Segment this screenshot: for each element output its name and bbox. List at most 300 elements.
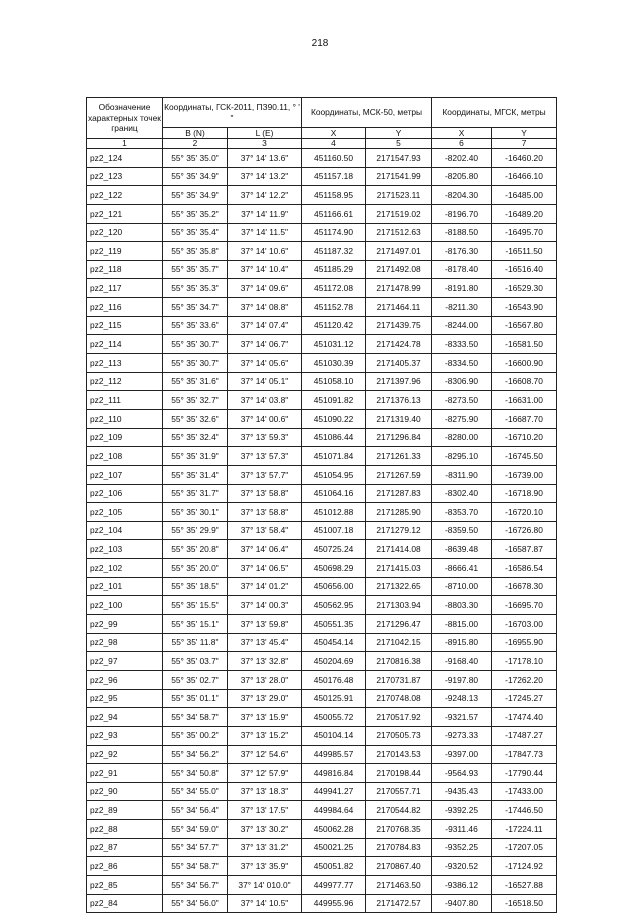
msk-x-cell: 451160.50 xyxy=(302,149,366,168)
msk-x-cell: 451152.78 xyxy=(302,298,366,317)
msk-x-cell: 450204.69 xyxy=(302,652,366,671)
mgsk-y-cell: -16529.30 xyxy=(492,279,557,298)
table-row xyxy=(87,708,557,727)
point-id-cell: pz2_111 xyxy=(87,391,163,410)
latitude-cell: 55° 35' 30.7" xyxy=(163,335,228,354)
msk-y-cell: 2171287.83 xyxy=(366,484,432,503)
msk-x-cell: 451172.08 xyxy=(302,279,366,298)
mgsk-y-cell: -16587.87 xyxy=(492,540,557,559)
table-row xyxy=(87,875,557,894)
mgsk-x-cell: -9197.80 xyxy=(432,670,492,689)
latitude-cell: 55° 35' 35.8" xyxy=(163,242,228,261)
msk-y-cell: 2170557.71 xyxy=(366,782,432,801)
msk-y-cell: 2171547.93 xyxy=(366,149,432,168)
latitude-cell: 55° 35' 15.1" xyxy=(163,615,228,634)
mgsk-x-cell: -9320.52 xyxy=(432,857,492,876)
mgsk-y-cell: -16955.90 xyxy=(492,633,557,652)
longitude-cell: 37° 13' 17.5" xyxy=(228,801,302,820)
point-id-cell: pz2_85 xyxy=(87,875,163,894)
mgsk-y-cell: -16567.80 xyxy=(492,316,557,335)
longitude-cell: 37° 14' 11.5" xyxy=(228,223,302,242)
mgsk-x-cell: -9435.43 xyxy=(432,782,492,801)
latitude-cell: 55° 35' 35.7" xyxy=(163,260,228,279)
longitude-cell: 37° 13' 45.4" xyxy=(228,633,302,652)
longitude-cell: 37° 14' 10.5" xyxy=(228,894,302,913)
mgsk-x-cell: -9386.12 xyxy=(432,875,492,894)
table-row xyxy=(87,391,557,410)
longitude-cell: 37° 14' 010.0" xyxy=(228,875,302,894)
msk-y-cell: 2171376.13 xyxy=(366,391,432,410)
table-row xyxy=(87,465,557,484)
latitude-cell: 55° 35' 34.9" xyxy=(163,167,228,186)
point-id-cell: pz2_97 xyxy=(87,652,163,671)
mgsk-y-cell: -16695.70 xyxy=(492,596,557,615)
table-row xyxy=(87,633,557,652)
point-id-cell: pz2_122 xyxy=(87,186,163,205)
msk-x-cell: 451174.90 xyxy=(302,223,366,242)
msk-x-cell: 451120.42 xyxy=(302,316,366,335)
msk-y-cell: 2171319.40 xyxy=(366,409,432,428)
table-row xyxy=(87,503,557,522)
latitude-cell: 55° 34' 59.0" xyxy=(163,820,228,839)
msk-x-cell: 451031.12 xyxy=(302,335,366,354)
table-row xyxy=(87,409,557,428)
mgsk-x-cell: -9273.33 xyxy=(432,726,492,745)
mgsk-x-cell: -8359.50 xyxy=(432,521,492,540)
point-id-cell: pz2_110 xyxy=(87,409,163,428)
latitude-header: B (N) xyxy=(163,128,228,139)
mgsk-x-cell: -8280.00 xyxy=(432,428,492,447)
latitude-cell: 55° 35' 31.4" xyxy=(163,465,228,484)
longitude-cell: 37° 14' 06.4" xyxy=(228,540,302,559)
table-row xyxy=(87,186,557,205)
longitude-cell: 37° 13' 59.8" xyxy=(228,615,302,634)
msk-y-header: Y xyxy=(366,128,432,139)
table-row xyxy=(87,540,557,559)
mgsk-x-cell: -9352.25 xyxy=(432,838,492,857)
longitude-cell: 37° 14' 11.9" xyxy=(228,204,302,223)
point-id-cell: pz2_103 xyxy=(87,540,163,559)
longitude-cell: 37° 13' 15.2" xyxy=(228,726,302,745)
table-row xyxy=(87,577,557,596)
table-row xyxy=(87,447,557,466)
point-id-cell: pz2_115 xyxy=(87,316,163,335)
mgsk-y-cell: -17124.92 xyxy=(492,857,557,876)
mgsk-y-cell: -16678.30 xyxy=(492,577,557,596)
msk-y-cell: 2171042.15 xyxy=(366,633,432,652)
msk-y-cell: 2170505.73 xyxy=(366,726,432,745)
longitude-cell: 37° 14' 06.7" xyxy=(228,335,302,354)
msk-coordinates-header: Координаты, МСК-50, метры xyxy=(302,98,432,128)
mgsk-y-cell: -16710.20 xyxy=(492,428,557,447)
longitude-cell: 37° 12' 57.9" xyxy=(228,764,302,783)
msk-x-cell: 451054.95 xyxy=(302,465,366,484)
msk-y-cell: 2170731.87 xyxy=(366,670,432,689)
mgsk-y-cell: -16687.70 xyxy=(492,409,557,428)
point-id-cell: pz2_102 xyxy=(87,559,163,578)
point-id-cell: pz2_100 xyxy=(87,596,163,615)
latitude-cell: 55° 34' 58.7" xyxy=(163,708,228,727)
msk-x-cell: 449941.27 xyxy=(302,782,366,801)
mgsk-x-cell: -8311.90 xyxy=(432,465,492,484)
longitude-cell: 37° 13' 29.0" xyxy=(228,689,302,708)
msk-x-cell: 450104.14 xyxy=(302,726,366,745)
latitude-cell: 55° 35' 34.7" xyxy=(163,298,228,317)
latitude-cell: 55° 35' 15.5" xyxy=(163,596,228,615)
mgsk-x-cell: -8353.70 xyxy=(432,503,492,522)
mgsk-coordinates-header: Координаты, МГСК, метры xyxy=(432,98,557,128)
latitude-cell: 55° 35' 03.7" xyxy=(163,652,228,671)
msk-x-cell: 451158.95 xyxy=(302,186,366,205)
point-designation-header: Обозначение характерных точек границ xyxy=(87,98,163,139)
msk-y-cell: 2171464.11 xyxy=(366,298,432,317)
latitude-cell: 55° 35' 20.0" xyxy=(163,559,228,578)
longitude-cell: 37° 14' 07.4" xyxy=(228,316,302,335)
msk-y-cell: 2171261.33 xyxy=(366,447,432,466)
mgsk-x-cell: -9397.00 xyxy=(432,745,492,764)
msk-y-cell: 2170544.82 xyxy=(366,801,432,820)
msk-x-cell: 451086.44 xyxy=(302,428,366,447)
point-id-cell: pz2_96 xyxy=(87,670,163,689)
msk-x-cell: 451090.22 xyxy=(302,409,366,428)
longitude-cell: 37° 12' 54.6" xyxy=(228,745,302,764)
msk-x-cell: 451058.10 xyxy=(302,372,366,391)
point-id-cell: pz2_106 xyxy=(87,484,163,503)
table-row xyxy=(87,652,557,671)
mgsk-x-cell: -8191.80 xyxy=(432,279,492,298)
longitude-cell: 37° 13' 57.3" xyxy=(228,447,302,466)
mgsk-x-cell: -8333.50 xyxy=(432,335,492,354)
point-id-cell: pz2_86 xyxy=(87,857,163,876)
msk-y-cell: 2171303.94 xyxy=(366,596,432,615)
longitude-cell: 37° 14' 00.3" xyxy=(228,596,302,615)
table-row xyxy=(87,372,557,391)
latitude-cell: 55° 35' 35.3" xyxy=(163,279,228,298)
msk-x-cell: 450562.95 xyxy=(302,596,366,615)
longitude-cell: 37° 14' 10.4" xyxy=(228,260,302,279)
msk-x-cell: 450656.00 xyxy=(302,577,366,596)
latitude-cell: 55° 35' 30.1" xyxy=(163,503,228,522)
point-id-cell: pz2_91 xyxy=(87,764,163,783)
msk-x-cell: 451157.18 xyxy=(302,167,366,186)
msk-x-cell: 450176.48 xyxy=(302,670,366,689)
mgsk-x-cell: -8803.30 xyxy=(432,596,492,615)
column-number: 1 xyxy=(87,139,163,149)
gsk-coordinates-header: Координаты, ГСК-2011, ПЗ90.11, ° ' " xyxy=(163,98,302,128)
column-number: 7 xyxy=(492,139,557,149)
msk-x-cell: 450062.28 xyxy=(302,820,366,839)
mgsk-x-cell: -9311.46 xyxy=(432,820,492,839)
mgsk-x-cell: -8273.50 xyxy=(432,391,492,410)
mgsk-x-cell: -9392.25 xyxy=(432,801,492,820)
latitude-cell: 55° 35' 35.2" xyxy=(163,204,228,223)
mgsk-y-cell: -17446.50 xyxy=(492,801,557,820)
msk-y-cell: 2171523.11 xyxy=(366,186,432,205)
msk-y-cell: 2171463.50 xyxy=(366,875,432,894)
mgsk-x-cell: -8196.70 xyxy=(432,204,492,223)
point-id-cell: pz2_88 xyxy=(87,820,163,839)
mgsk-y-cell: -17207.05 xyxy=(492,838,557,857)
latitude-cell: 55° 35' 18.5" xyxy=(163,577,228,596)
table-row xyxy=(87,782,557,801)
msk-x-cell: 451187.32 xyxy=(302,242,366,261)
table-row xyxy=(87,242,557,261)
mgsk-y-cell: -17433.00 xyxy=(492,782,557,801)
msk-x-cell: 451007.18 xyxy=(302,521,366,540)
table-row xyxy=(87,428,557,447)
msk-x-cell: 450125.91 xyxy=(302,689,366,708)
latitude-cell: 55° 35' 31.7" xyxy=(163,484,228,503)
msk-x-cell: 451012.88 xyxy=(302,503,366,522)
longitude-cell: 37° 14' 09.6" xyxy=(228,279,302,298)
longitude-cell: 37° 13' 15.9" xyxy=(228,708,302,727)
msk-y-cell: 2171397.96 xyxy=(366,372,432,391)
mgsk-y-cell: -16518.50 xyxy=(492,894,557,913)
table-row xyxy=(87,857,557,876)
msk-x-cell: 451030.39 xyxy=(302,354,366,373)
msk-x-cell: 450055.72 xyxy=(302,708,366,727)
latitude-cell: 55° 34' 56.2" xyxy=(163,745,228,764)
msk-y-cell: 2170768.35 xyxy=(366,820,432,839)
mgsk-x-cell: -8178.40 xyxy=(432,260,492,279)
msk-x-cell: 451185.29 xyxy=(302,260,366,279)
latitude-cell: 55° 35' 11.8" xyxy=(163,633,228,652)
point-id-cell: pz2_107 xyxy=(87,465,163,484)
mgsk-y-header: Y xyxy=(492,128,557,139)
latitude-cell: 55° 34' 58.7" xyxy=(163,857,228,876)
msk-y-cell: 2170517.92 xyxy=(366,708,432,727)
point-id-cell: pz2_121 xyxy=(87,204,163,223)
mgsk-y-cell: -16516.40 xyxy=(492,260,557,279)
msk-x-cell: 449816.84 xyxy=(302,764,366,783)
longitude-cell: 37° 14' 05.6" xyxy=(228,354,302,373)
latitude-cell: 55° 35' 32.6" xyxy=(163,409,228,428)
mgsk-x-cell: -8176.30 xyxy=(432,242,492,261)
msk-x-cell: 451071.84 xyxy=(302,447,366,466)
msk-x-cell: 449955.96 xyxy=(302,894,366,913)
msk-y-cell: 2170198.44 xyxy=(366,764,432,783)
longitude-cell: 37° 13' 59.3" xyxy=(228,428,302,447)
mgsk-y-cell: -16600.90 xyxy=(492,354,557,373)
mgsk-x-cell: -8205.80 xyxy=(432,167,492,186)
mgsk-x-cell: -9321.57 xyxy=(432,708,492,727)
latitude-cell: 55° 34' 56.7" xyxy=(163,875,228,894)
longitude-cell: 37° 13' 32.8" xyxy=(228,652,302,671)
mgsk-y-cell: -16703.00 xyxy=(492,615,557,634)
msk-y-cell: 2171322.65 xyxy=(366,577,432,596)
mgsk-y-cell: -16485.00 xyxy=(492,186,557,205)
longitude-cell: 37° 14' 05.1" xyxy=(228,372,302,391)
table-row xyxy=(87,521,557,540)
point-id-cell: pz2_117 xyxy=(87,279,163,298)
latitude-cell: 55° 34' 55.0" xyxy=(163,782,228,801)
msk-x-cell: 451166.61 xyxy=(302,204,366,223)
mgsk-x-cell: -9407.80 xyxy=(432,894,492,913)
longitude-cell: 37° 14' 08.8" xyxy=(228,298,302,317)
column-number: 5 xyxy=(366,139,432,149)
msk-y-cell: 2170784.83 xyxy=(366,838,432,857)
longitude-cell: 37° 14' 13.6" xyxy=(228,149,302,168)
msk-x-cell: 450454.14 xyxy=(302,633,366,652)
mgsk-y-cell: -16718.90 xyxy=(492,484,557,503)
point-id-cell: pz2_98 xyxy=(87,633,163,652)
mgsk-x-cell: -8815.00 xyxy=(432,615,492,634)
latitude-cell: 55° 35' 32.7" xyxy=(163,391,228,410)
mgsk-y-cell: -17245.27 xyxy=(492,689,557,708)
msk-y-cell: 2171512.63 xyxy=(366,223,432,242)
msk-x-cell: 449977.77 xyxy=(302,875,366,894)
point-id-cell: pz2_84 xyxy=(87,894,163,913)
table-row xyxy=(87,484,557,503)
point-id-cell: pz2_114 xyxy=(87,335,163,354)
msk-x-cell: 450051.82 xyxy=(302,857,366,876)
longitude-cell: 37° 13' 30.2" xyxy=(228,820,302,839)
mgsk-x-cell: -8204.30 xyxy=(432,186,492,205)
mgsk-y-cell: -17224.11 xyxy=(492,820,557,839)
longitude-cell: 37° 13' 31.2" xyxy=(228,838,302,857)
mgsk-y-cell: -17487.27 xyxy=(492,726,557,745)
table-row xyxy=(87,167,557,186)
latitude-cell: 55° 35' 32.4" xyxy=(163,428,228,447)
point-id-cell: pz2_108 xyxy=(87,447,163,466)
mgsk-x-cell: -8666.41 xyxy=(432,559,492,578)
msk-y-cell: 2170748.08 xyxy=(366,689,432,708)
longitude-cell: 37° 14' 12.2" xyxy=(228,186,302,205)
table-row xyxy=(87,689,557,708)
longitude-header: L (E) xyxy=(228,128,302,139)
msk-y-cell: 2171492.08 xyxy=(366,260,432,279)
mgsk-y-cell: -16489.20 xyxy=(492,204,557,223)
table-row xyxy=(87,820,557,839)
msk-y-cell: 2171296.47 xyxy=(366,615,432,634)
mgsk-x-cell: -8188.50 xyxy=(432,223,492,242)
latitude-cell: 55° 35' 34.9" xyxy=(163,186,228,205)
longitude-cell: 37° 13' 28.0" xyxy=(228,670,302,689)
mgsk-y-cell: -16466.10 xyxy=(492,167,557,186)
point-id-cell: pz2_101 xyxy=(87,577,163,596)
table-row xyxy=(87,838,557,857)
mgsk-x-cell: -8306.90 xyxy=(432,372,492,391)
msk-y-cell: 2171279.12 xyxy=(366,521,432,540)
point-id-cell: pz2_123 xyxy=(87,167,163,186)
mgsk-x-cell: -8639.48 xyxy=(432,540,492,559)
mgsk-x-cell: -9168.40 xyxy=(432,652,492,671)
table-row xyxy=(87,204,557,223)
longitude-cell: 37° 13' 58.8" xyxy=(228,503,302,522)
mgsk-y-cell: -16581.50 xyxy=(492,335,557,354)
mgsk-y-cell: -16726.80 xyxy=(492,521,557,540)
point-id-cell: pz2_120 xyxy=(87,223,163,242)
longitude-cell: 37° 13' 58.8" xyxy=(228,484,302,503)
mgsk-x-cell: -8211.30 xyxy=(432,298,492,317)
latitude-cell: 55° 35' 31.6" xyxy=(163,372,228,391)
msk-y-cell: 2170816.38 xyxy=(366,652,432,671)
msk-y-cell: 2171267.59 xyxy=(366,465,432,484)
msk-y-cell: 2171497.01 xyxy=(366,242,432,261)
mgsk-y-cell: -16608.70 xyxy=(492,372,557,391)
mgsk-x-cell: -8334.50 xyxy=(432,354,492,373)
point-id-cell: pz2_112 xyxy=(87,372,163,391)
mgsk-y-cell: -17847.73 xyxy=(492,745,557,764)
mgsk-y-cell: -17474.40 xyxy=(492,708,557,727)
msk-y-cell: 2171414.08 xyxy=(366,540,432,559)
longitude-cell: 37° 14' 00.6" xyxy=(228,409,302,428)
longitude-cell: 37° 14' 13.2" xyxy=(228,167,302,186)
mgsk-y-cell: -16586.54 xyxy=(492,559,557,578)
table-row xyxy=(87,298,557,317)
mgsk-x-cell: -9248.13 xyxy=(432,689,492,708)
msk-y-cell: 2171541.99 xyxy=(366,167,432,186)
table-row xyxy=(87,726,557,745)
mgsk-y-cell: -17790.44 xyxy=(492,764,557,783)
table-row xyxy=(87,260,557,279)
msk-x-cell: 450551.35 xyxy=(302,615,366,634)
longitude-cell: 37° 14' 03.8" xyxy=(228,391,302,410)
mgsk-y-cell: -16527.88 xyxy=(492,875,557,894)
msk-y-cell: 2171478.99 xyxy=(366,279,432,298)
latitude-cell: 55° 34' 56.4" xyxy=(163,801,228,820)
table-row xyxy=(87,354,557,373)
column-number: 4 xyxy=(302,139,366,149)
point-id-cell: pz2_119 xyxy=(87,242,163,261)
point-id-cell: pz2_109 xyxy=(87,428,163,447)
table-row xyxy=(87,764,557,783)
column-number: 3 xyxy=(228,139,302,149)
latitude-cell: 55° 35' 02.7" xyxy=(163,670,228,689)
msk-y-cell: 2171424.78 xyxy=(366,335,432,354)
column-number: 6 xyxy=(432,139,492,149)
point-id-cell: pz2_92 xyxy=(87,745,163,764)
mgsk-y-cell: -16631.00 xyxy=(492,391,557,410)
mgsk-y-cell: -16495.70 xyxy=(492,223,557,242)
table-row xyxy=(87,745,557,764)
msk-y-cell: 2171519.02 xyxy=(366,204,432,223)
msk-y-cell: 2170867.40 xyxy=(366,857,432,876)
point-id-cell: pz2_113 xyxy=(87,354,163,373)
msk-y-cell: 2170143.53 xyxy=(366,745,432,764)
longitude-cell: 37° 13' 57.7" xyxy=(228,465,302,484)
latitude-cell: 55° 35' 30.7" xyxy=(163,354,228,373)
mgsk-x-header: X xyxy=(432,128,492,139)
msk-y-cell: 2171405.37 xyxy=(366,354,432,373)
table-row xyxy=(87,335,557,354)
mgsk-y-cell: -16460.20 xyxy=(492,149,557,168)
longitude-cell: 37° 14' 06.5" xyxy=(228,559,302,578)
mgsk-x-cell: -8302.40 xyxy=(432,484,492,503)
msk-x-cell: 449985.57 xyxy=(302,745,366,764)
msk-x-cell: 450725.24 xyxy=(302,540,366,559)
point-id-cell: pz2_104 xyxy=(87,521,163,540)
latitude-cell: 55° 35' 00.2" xyxy=(163,726,228,745)
msk-x-cell: 450021.25 xyxy=(302,838,366,857)
longitude-cell: 37° 14' 01.2" xyxy=(228,577,302,596)
point-id-cell: pz2_99 xyxy=(87,615,163,634)
msk-x-cell: 451064.16 xyxy=(302,484,366,503)
table-row xyxy=(87,316,557,335)
point-id-cell: pz2_118 xyxy=(87,260,163,279)
msk-x-header: X xyxy=(302,128,366,139)
mgsk-x-cell: -8915.80 xyxy=(432,633,492,652)
msk-x-cell: 449984.64 xyxy=(302,801,366,820)
column-number: 2 xyxy=(163,139,228,149)
mgsk-x-cell: -8202.40 xyxy=(432,149,492,168)
page-number: 218 xyxy=(311,38,329,49)
latitude-cell: 55° 35' 33.6" xyxy=(163,316,228,335)
table-row xyxy=(87,559,557,578)
mgsk-y-cell: -16720.10 xyxy=(492,503,557,522)
mgsk-y-cell: -16739.00 xyxy=(492,465,557,484)
mgsk-x-cell: -8710.00 xyxy=(432,577,492,596)
